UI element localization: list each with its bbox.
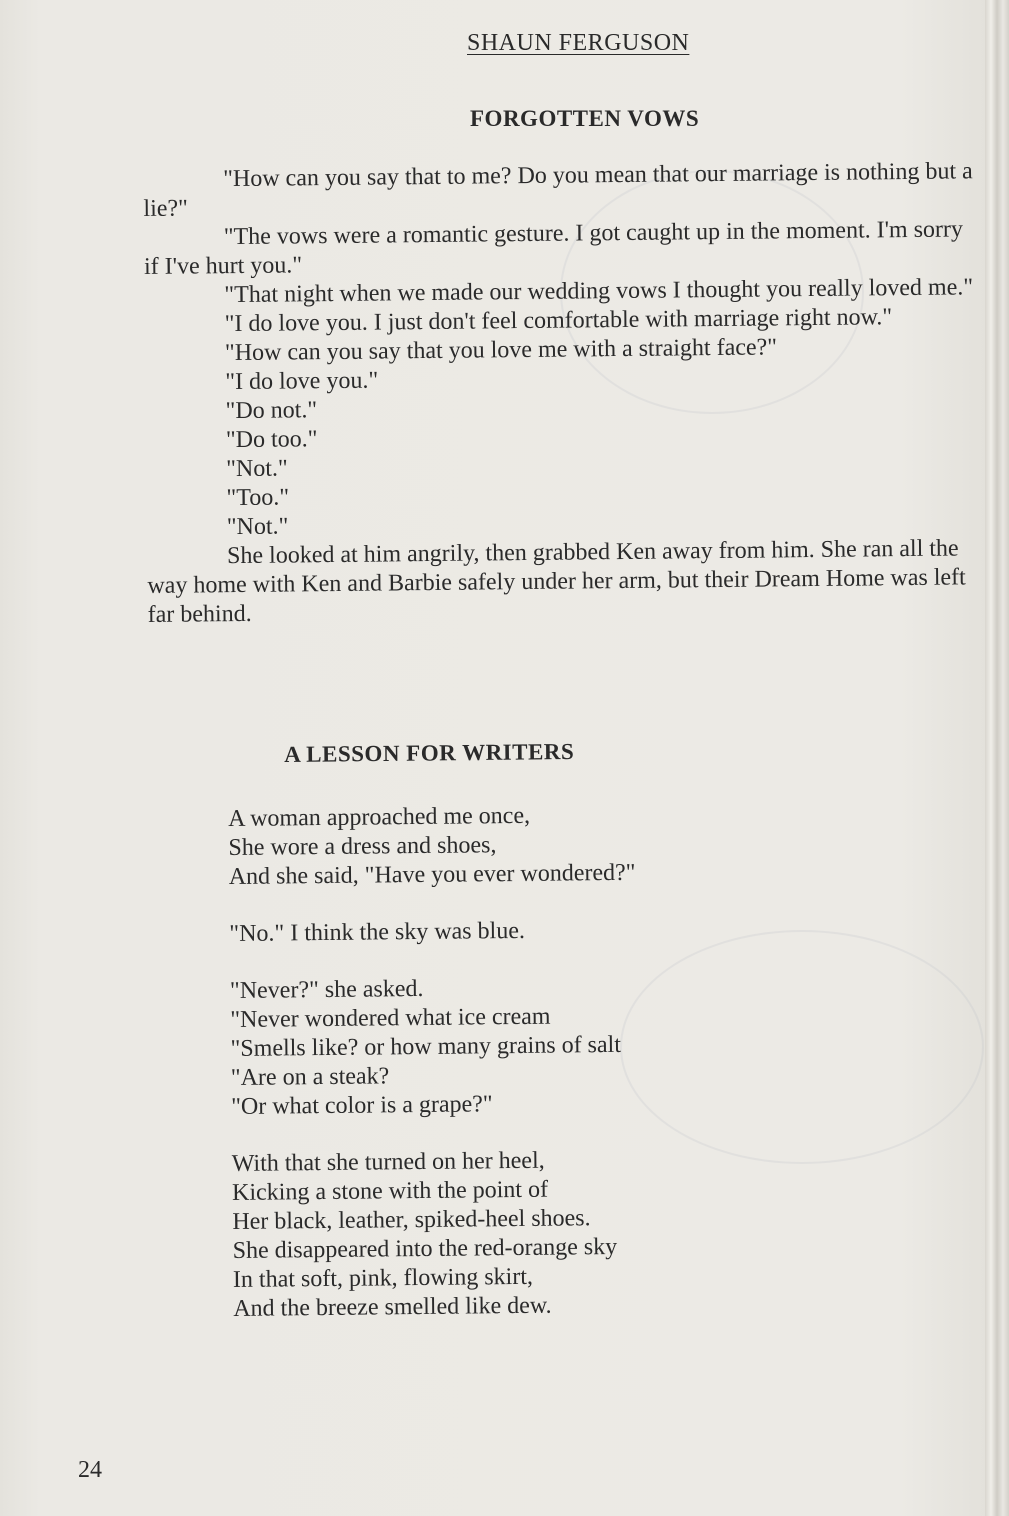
- story-paragraph: "That night when we made our wedding vows I thought you really loved me.": [224, 274, 974, 309]
- poem-line: "Or what color is a grape?": [231, 1091, 493, 1120]
- poem-line: "Never wondered what ice cream: [230, 1003, 551, 1033]
- poem-line: Kicking a stone with the point of: [231, 1176, 549, 1206]
- poem-line: In that soft, pink, flowing skirt,: [232, 1263, 534, 1293]
- poem-line: A woman approached me once,: [228, 802, 531, 832]
- poem-stanza: [228, 799, 829, 892]
- story-paragraph: "Do too.": [225, 426, 318, 454]
- poem-stanza: [232, 1144, 834, 1324]
- story-title: FORGOTTEN VOWS: [470, 106, 700, 131]
- story-paragraph: She looked at him angrily, then grabbed Ken away from him. She ran all the way home with Ken and Barbie safely under her arm, but their Dream Home was left far behind.: [147, 535, 966, 628]
- poem-line: With that she turned on her heel,: [231, 1147, 545, 1177]
- story-paragraph: "Not.": [226, 455, 288, 483]
- poem-line: Her black, leather, spiked-heel shoes.: [232, 1205, 591, 1235]
- poem-body: [228, 799, 834, 1352]
- poem-line: "Smells like? or how many grains of salt: [230, 1031, 622, 1062]
- story-paragraph: "Not.": [226, 513, 289, 541]
- story-paragraph: "Too.": [226, 484, 290, 512]
- story-paragraph: "How can you say that you love me with a straight face?": [224, 334, 778, 367]
- poem-line: "Never?" she asked.: [229, 975, 424, 1004]
- poem-stanza: [229, 914, 829, 949]
- poem-line: "Are on a steak?: [230, 1063, 390, 1091]
- poem-stanza: [230, 971, 831, 1122]
- story-paragraph: "How can you say that to me? Do you mean that our marriage is nothing but a lie?": [143, 158, 973, 222]
- page-edge: [985, 0, 1009, 1516]
- story-body: [143, 157, 978, 630]
- author-name: SHAUN FERGUSON: [467, 30, 690, 56]
- poem-line: She wore a dress and shoes,: [228, 832, 497, 861]
- poem-line: And she said, "Have you ever wondered?": [228, 859, 636, 890]
- poem-line: And the breeze smelled like dew.: [233, 1292, 552, 1322]
- page-number: 24: [78, 1457, 102, 1483]
- story-paragraph: "I do love you.": [225, 367, 379, 396]
- story-paragraph: "I do love you. I just don't feel comfortable with marriage right now.": [224, 304, 893, 338]
- story-paragraph: "The vows were a romantic gesture. I got caught up in the moment. I'm sorry if I've hurt you.": [143, 216, 964, 280]
- story-paragraph: "Do not.": [225, 397, 318, 425]
- poem-line: She disappeared into the red-orange sky: [232, 1233, 618, 1264]
- poem-line: "No." I think the sky was blue.: [229, 917, 526, 947]
- poem-title: A LESSON FOR WRITERS: [284, 738, 575, 767]
